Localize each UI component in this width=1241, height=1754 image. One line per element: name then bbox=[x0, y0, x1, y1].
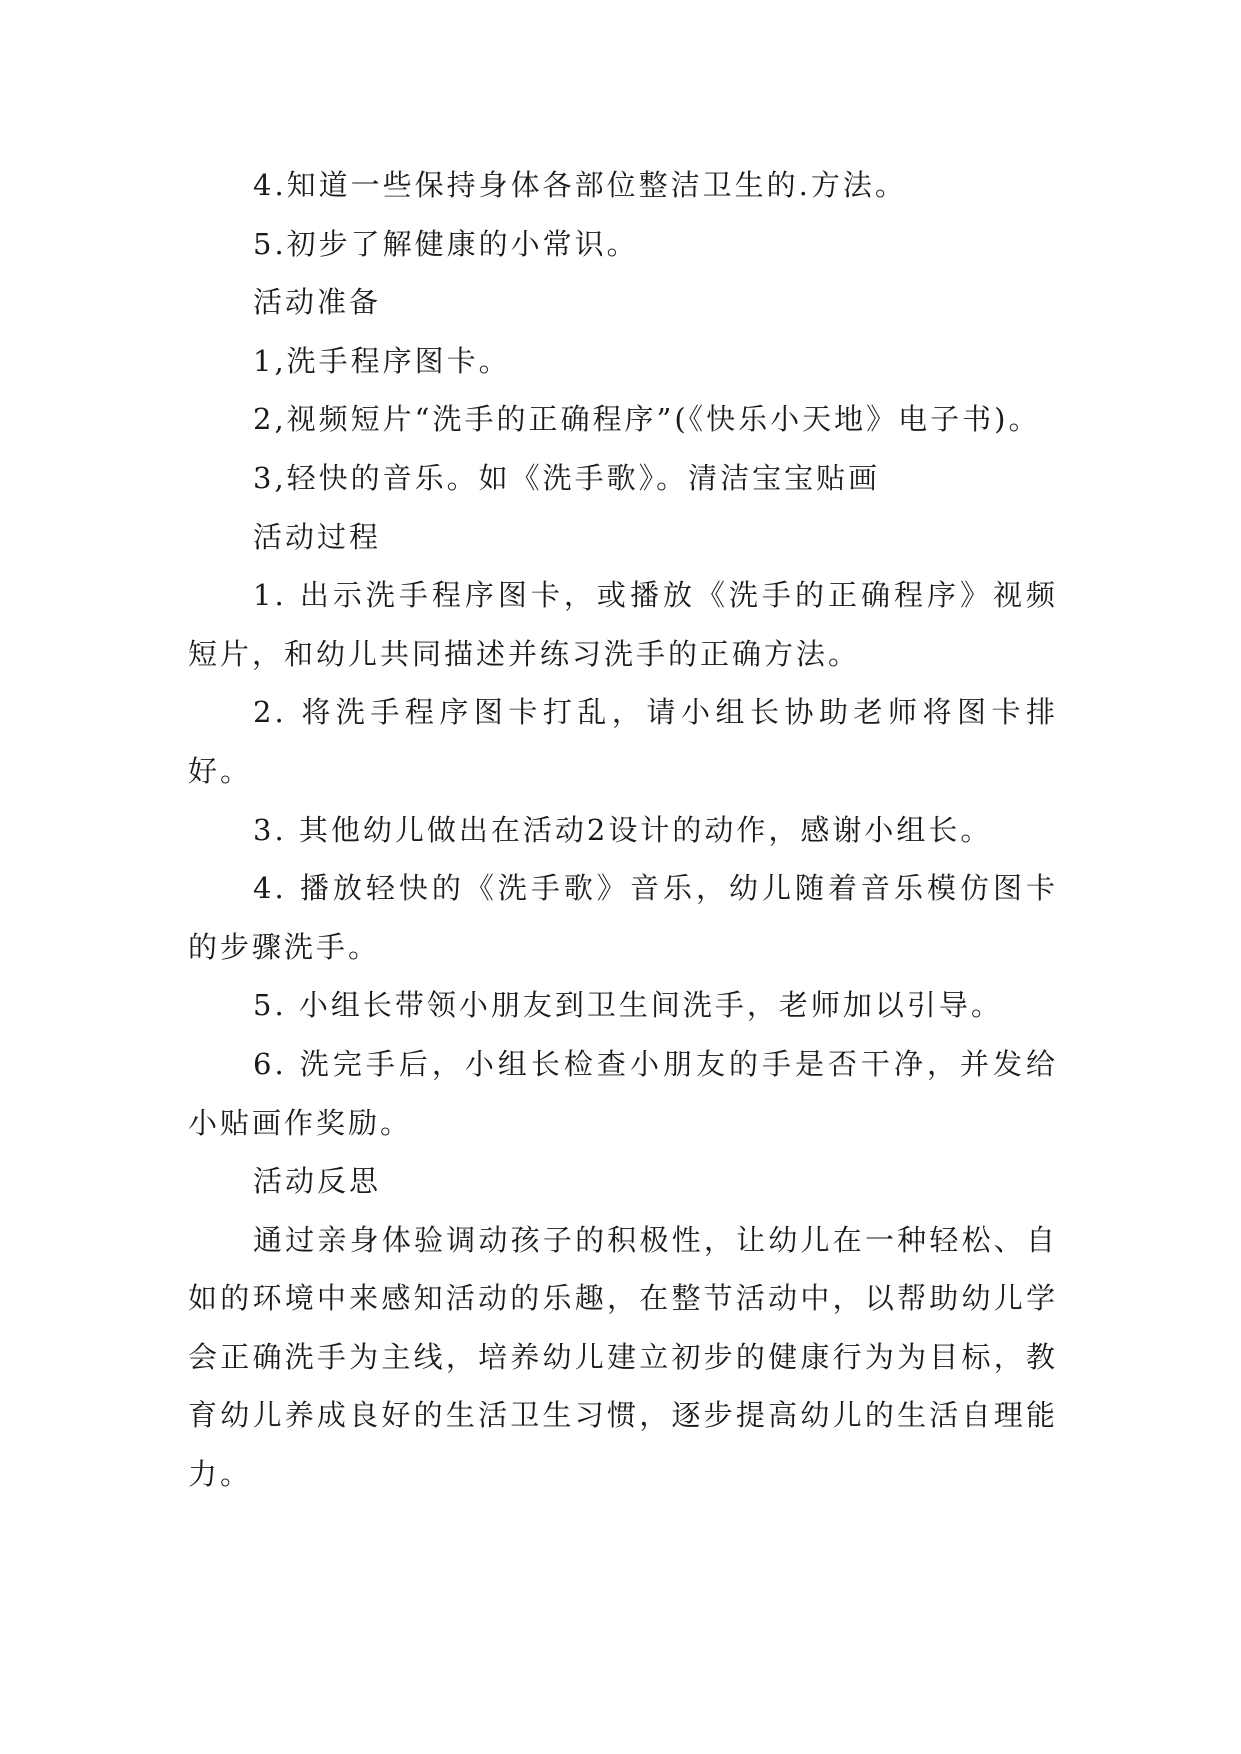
process-step-6: 6. 洗完手后，小组长检查小朋友的手是否干净，并发给小贴画作奖励。 bbox=[188, 1046, 1058, 1140]
process-step-3: 3. 其他幼儿做出在活动2设计的动作，感谢小组长。 bbox=[253, 812, 993, 847]
reflection-paragraph: 通过亲身体验调动孩子的积极性，让幼儿在一种轻松、自如的环境中来感知活动的乐趣，在整节活动中，以帮助幼儿学会正确洗手为主线，培养幼儿建立初步的健康行为为目标，教育幼儿养成良好的生活卫生习惯，逐步提高幼儿的生活自理能力。 bbox=[188, 1222, 1058, 1492]
objective-4: 4.知道一些保持身体各部位整洁卫生的.方法。 bbox=[253, 168, 907, 202]
preparation-item-3: 3,轻快的音乐。如《洗手歌》。清洁宝宝贴画 bbox=[253, 460, 881, 495]
process-step-2: 2. 将洗手程序图卡打乱，请小组长协助老师将图卡排好。 bbox=[188, 695, 1058, 788]
preparation-item-2: 2,视频短片“洗手的正确程序”(《快乐小天地》电子书)。 bbox=[253, 402, 1041, 437]
process-step-1: 1. 出示洗手程序图卡，或播放《洗手的正确程序》视频短片，和幼儿共同描述并练习洗手的正确方法。 bbox=[188, 578, 1058, 671]
section-heading-process: 活动过程 bbox=[253, 519, 382, 554]
process-step-4: 4. 播放轻快的《洗手歌》音乐，幼儿随着音乐模仿图卡的步骤洗手。 bbox=[188, 871, 1058, 964]
document-body bbox=[188, 156, 1058, 1504]
objective-5: 5.初步了解健康的小常识。 bbox=[253, 226, 639, 261]
process-step-5: 5. 小组长带领小朋友到卫生间洗手，老师加以引导。 bbox=[253, 988, 1003, 1023]
section-heading-preparation: 活动准备 bbox=[253, 285, 382, 320]
preparation-item-1: 1,洗手程序图卡。 bbox=[253, 343, 511, 378]
section-heading-reflection: 活动反思 bbox=[253, 1164, 382, 1199]
